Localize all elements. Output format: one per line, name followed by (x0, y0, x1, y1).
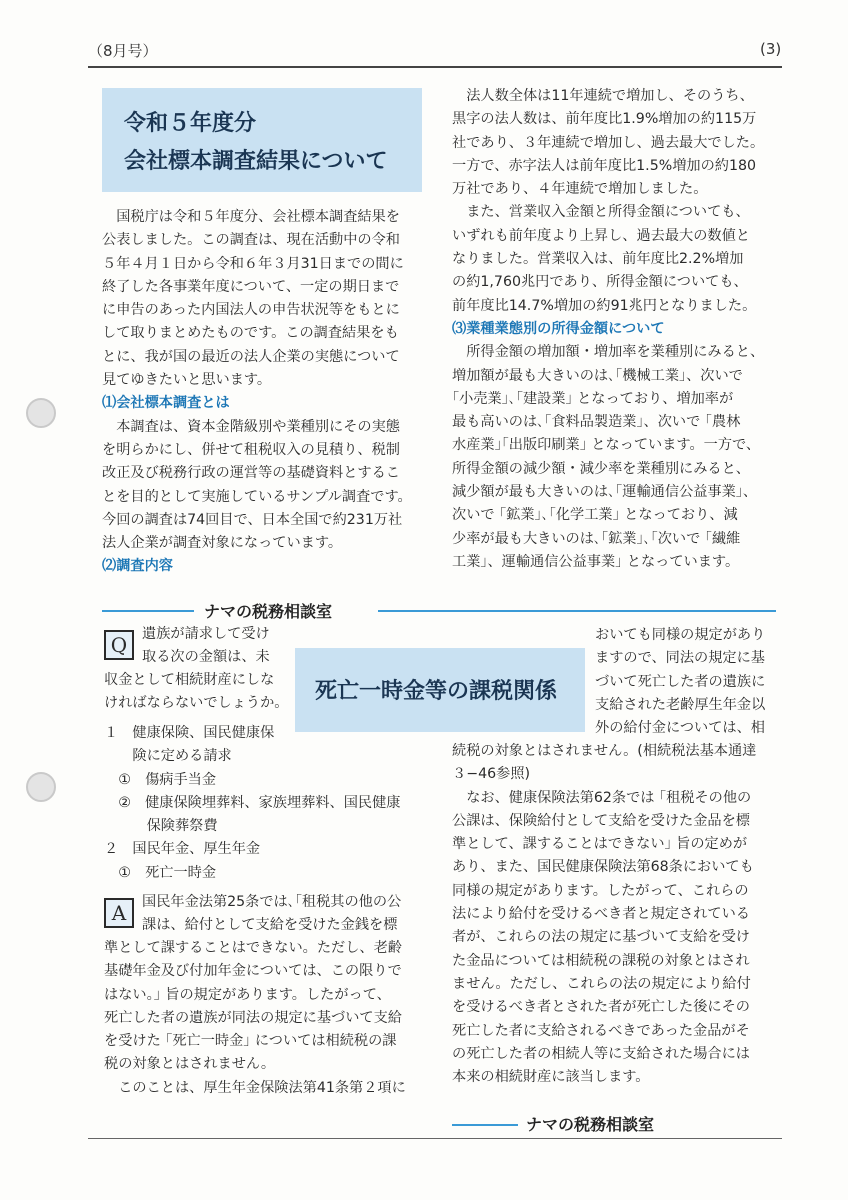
binder-hole-top (26, 398, 56, 428)
answer-text-top (142, 891, 437, 938)
text-line: 工業｣、運輸通信公益事業｣ となっています。 (452, 553, 740, 570)
article1-right-column (452, 85, 784, 574)
question-text-bottom (104, 669, 304, 716)
list-item: ２ 国民年金、厚生年金 (104, 841, 261, 858)
subheading-survey-content: ⑵調査内容 (102, 558, 173, 575)
text-line: 所得金額の減少額・減少率を業種別にみると、 (452, 460, 750, 477)
question-mark-box: Q (104, 630, 134, 660)
text-line: ５年４月１日から令和６年３月31日までの間に (102, 255, 404, 272)
text-line: おいても同様の規定があり (595, 627, 766, 643)
text-line: 少率が最も大きいのは､｢鉱業｣､｢次いで ｢繊維 (452, 530, 741, 547)
subheading-income-by-industry: ⑶業種業態別の所得金額について (452, 320, 665, 337)
article2-title: 死亡一時金等の課税関係 (315, 679, 558, 704)
text-line: 次いで ｢鉱業｣､｢化学工業｣ となっており、減 (452, 507, 738, 524)
text-line: とを目的として実施しているサンプル調査です。 (102, 488, 412, 505)
header-rule (88, 66, 782, 68)
banner-rule-right (378, 610, 776, 612)
text-line: 黒字の法人数は、前年度比1.9%増加の約115万 (452, 111, 757, 128)
list-item: ① 死亡一時金 (104, 864, 217, 881)
text-line: 最も高いのは､｢食料品製造業｣、次いで ｢農林 (452, 414, 741, 431)
text-line: いずれも前年度より上昇し、過去最大の数値と (452, 227, 750, 244)
text-line: 減少額が最も大きいのは､｢運輸通信公益事業｣、 (452, 484, 758, 501)
text-line: 課は、給付として支給を受けた金銭を標 (142, 917, 398, 934)
text-line: 続税の対象とはされません。(相続税法基本通達 (452, 743, 757, 759)
article2-title-box (295, 648, 585, 732)
text-line: 遺族が請求して受け (142, 626, 270, 642)
text-line: して取りまとめたものです。この調査結果をも (102, 325, 399, 342)
text-line: 今回の調査は74回目で、日本全国で約231万社 (102, 511, 403, 528)
text-line: 支給された老齢厚生年金以 (595, 696, 766, 713)
text-line: 見てゆきたいと思います。 (102, 372, 272, 389)
article2-right-column (452, 740, 784, 1089)
text-line: 本来の相続財産に該当します。 (452, 1069, 650, 1086)
text-line: 準として、課することはできない｣ 旨の定めが (452, 836, 748, 853)
article1-title-line2: 会社標本調査結果について (124, 149, 388, 174)
subheading-survey-overview: ⑴会社標本調査とは (102, 395, 230, 412)
footer-rule-left (452, 1124, 518, 1126)
text-line: 改正及び税務行政の運営等の基礎資料とするこ (102, 465, 400, 482)
text-line: 死亡した者の遺族が同法の規定に基づいて支給 (104, 1009, 402, 1026)
text-line: づいて死亡した者の遺族に (595, 673, 766, 690)
text-line: 基礎年金及び付加年金については、この限りで (104, 963, 402, 980)
page-number: (3) (760, 40, 782, 58)
text-line: を受けた ｢死亡一時金｣ については相続税の課 (104, 1033, 397, 1050)
text-line: とに、我が国の最近の法人企業の実態について (102, 348, 400, 365)
question-list (104, 722, 434, 885)
text-line: 本調査は、資本金階級別や業種別にその実態 (102, 418, 400, 435)
list-item: １ 健康保険、国民健康保 (104, 725, 275, 741)
text-line: あり、また、国民健康保険法第68条においても (452, 859, 754, 876)
article2-right-top (595, 624, 785, 740)
text-line: 公課は、保険給付として支給を受けた金品を標 (452, 812, 750, 829)
text-line: ３−46参照) (452, 766, 531, 783)
text-line: ければならないでしょうか。 (104, 695, 289, 712)
list-item: ① 傷病手当金 (104, 771, 217, 788)
text-line: また、営業収入金額と所得金額についても、 (452, 204, 750, 221)
text-line: 水産業｣｢出版印刷業｣ となっています。一方で、 (452, 437, 761, 454)
question-text-top (142, 623, 297, 670)
text-line: の約1,760兆円であり、所得金額についても、 (452, 274, 748, 291)
issue-label: （8月号） (88, 42, 158, 60)
text-line: を明らかにし、併せて租税収入の見積り、税制 (102, 441, 400, 458)
text-line: このことは、厚生年金保険法第41条第２項に (104, 1079, 406, 1096)
text-line: 法人企業が調査対象になっています。 (102, 535, 343, 552)
text-line: 法により給付を受けるべき者と規定されている (452, 906, 750, 923)
text-line: 法人数全体は11年連続で増加し、そのうち、 (452, 88, 754, 104)
text-line: 終了した各事業年度について、一定の期日まで (102, 278, 400, 295)
footer-rule (88, 1138, 782, 1139)
text-line: 者が、これらの法の規定に基づいて支給を受け (452, 929, 750, 946)
text-line: た金品については相続税の課税の対象とはされ (452, 952, 750, 969)
article1-title-line1: 令和５年度分 (124, 111, 257, 136)
text-line: 公表しました。この調査は、現在活動中の令和 (102, 232, 400, 249)
text-line: 社であり、３年連続で増加し、過去最大でした。 (452, 134, 765, 151)
text-line: 所得金額の増加額・増加率を業種別にみると、 (452, 344, 765, 361)
column-banner: ナマの税務相談室 (204, 602, 333, 621)
text-line: 準として課することはできない。ただし、老齢 (104, 940, 402, 956)
text-line: 取る次の金額は、未 (142, 649, 270, 666)
article1-title-box (102, 88, 422, 192)
article1-left-column (102, 206, 432, 579)
banner-rule-left (102, 610, 194, 612)
footer-banner: ナマの税務相談室 (526, 1115, 655, 1134)
text-line: ますので、同法の規定に基 (595, 650, 765, 667)
text-line: の死亡した者の相続人等に支給された場合には (452, 1045, 750, 1062)
text-line: 死亡した者に支給されるべきであった金品がそ (452, 1022, 750, 1039)
text-line: なりました。営業収入は、前年度比2.2%増加 (452, 251, 744, 268)
list-item: ② 健康保険埋葬料、家族埋葬料、国民健康 (104, 794, 401, 811)
text-line: 国民年金法第25条では､｢租税其の他の公 (142, 894, 402, 910)
text-line: 外の給付金については、相 (595, 720, 765, 737)
text-line: 税の対象とはされません。 (104, 1056, 276, 1073)
list-item: 保険葬祭費 (104, 818, 218, 835)
text-line: はない。｣ 旨の規定があります。したがって、 (104, 986, 391, 1003)
text-line: を受けるべき者とされた者が死亡した後にその (452, 999, 750, 1016)
text-line: 万社であり、４年連続で増加しました。 (452, 181, 708, 198)
text-line: 収金として相続財産にしな (104, 672, 275, 688)
text-line: に申告のあった内国法人の申告状況等をもとに (102, 302, 400, 319)
binder-hole-bottom (26, 772, 56, 802)
text-line: 前年度比14.7%増加の約91兆円となりました。 (452, 297, 757, 314)
text-line: 一方で、赤字法人は前年度比1.5%増加の約180 (452, 157, 757, 174)
text-line: ｢小売業｣､｢建設業｣ となっており、増加率が (452, 390, 734, 407)
text-line: 国税庁は令和５年度分、会社標本調査結果を (102, 209, 400, 225)
text-line: なお、健康保険法第62条では ｢租税その他の (452, 789, 752, 806)
answer-mark-box: A (104, 898, 134, 928)
text-line: 同様の規定があります。したがって、これらの (452, 882, 749, 899)
text-line: 増加額が最も大きいのは､｢機械工業｣、次いで (452, 367, 743, 384)
answer-text-cont (104, 937, 440, 1100)
text-line: ません。ただし、これらの法の規定により給付 (452, 975, 751, 992)
list-item: 険に定める請求 (104, 748, 232, 765)
